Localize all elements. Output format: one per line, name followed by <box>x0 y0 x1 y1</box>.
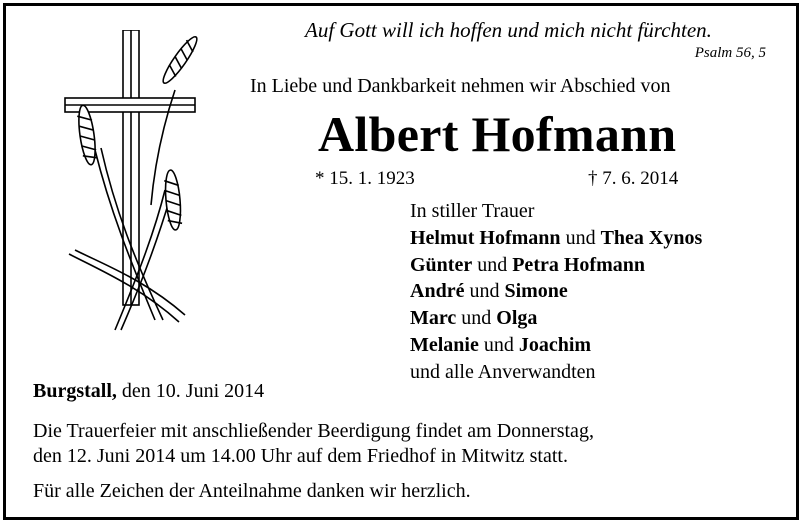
mourners-list <box>410 198 702 386</box>
psalm-reference: Psalm 56, 5 <box>694 45 766 61</box>
intro-text: In Liebe und Dankbarkeit nehmen wir Abschied von <box>250 75 671 97</box>
mourners-outro: und alle Anverwandten <box>410 360 596 383</box>
mourners-intro: In stiller Trauer <box>410 200 535 222</box>
mourner-line: André und Simone <box>410 280 568 303</box>
deceased-name: Albert Hofmann <box>318 106 677 162</box>
notice-date: den 10. Juni 2014 <box>121 380 265 402</box>
cross-with-wheat-icon <box>55 30 215 345</box>
mourner-line: Melanie und Joachim <box>410 333 592 356</box>
death-date: † 7. 6. 2014 <box>588 168 679 189</box>
town: Burgstall, <box>33 380 117 402</box>
bible-quote: Auf Gott will ich hoffen und mich nicht fürchten. <box>305 18 712 42</box>
mourner-line: Helmut Hofmann und Thea Xynos <box>410 226 703 249</box>
mourner-line: Günter und Petra Hofmann <box>410 253 645 276</box>
place-and-date <box>33 380 264 403</box>
thanks-text: Für alle Zeichen der Anteilnahme danken wir herzlich. <box>33 480 471 502</box>
birth-date: * 15. 1. 1923 <box>315 168 415 189</box>
funeral-info: Die Trauerfeier mit anschließender Beerdigung findet am Donnerstag, den 12. Juni 2014 um 14.00 Uhr auf dem Friedhof in Mitwitz statt. <box>33 420 594 467</box>
mourner-line: Marc und Olga <box>410 307 538 330</box>
